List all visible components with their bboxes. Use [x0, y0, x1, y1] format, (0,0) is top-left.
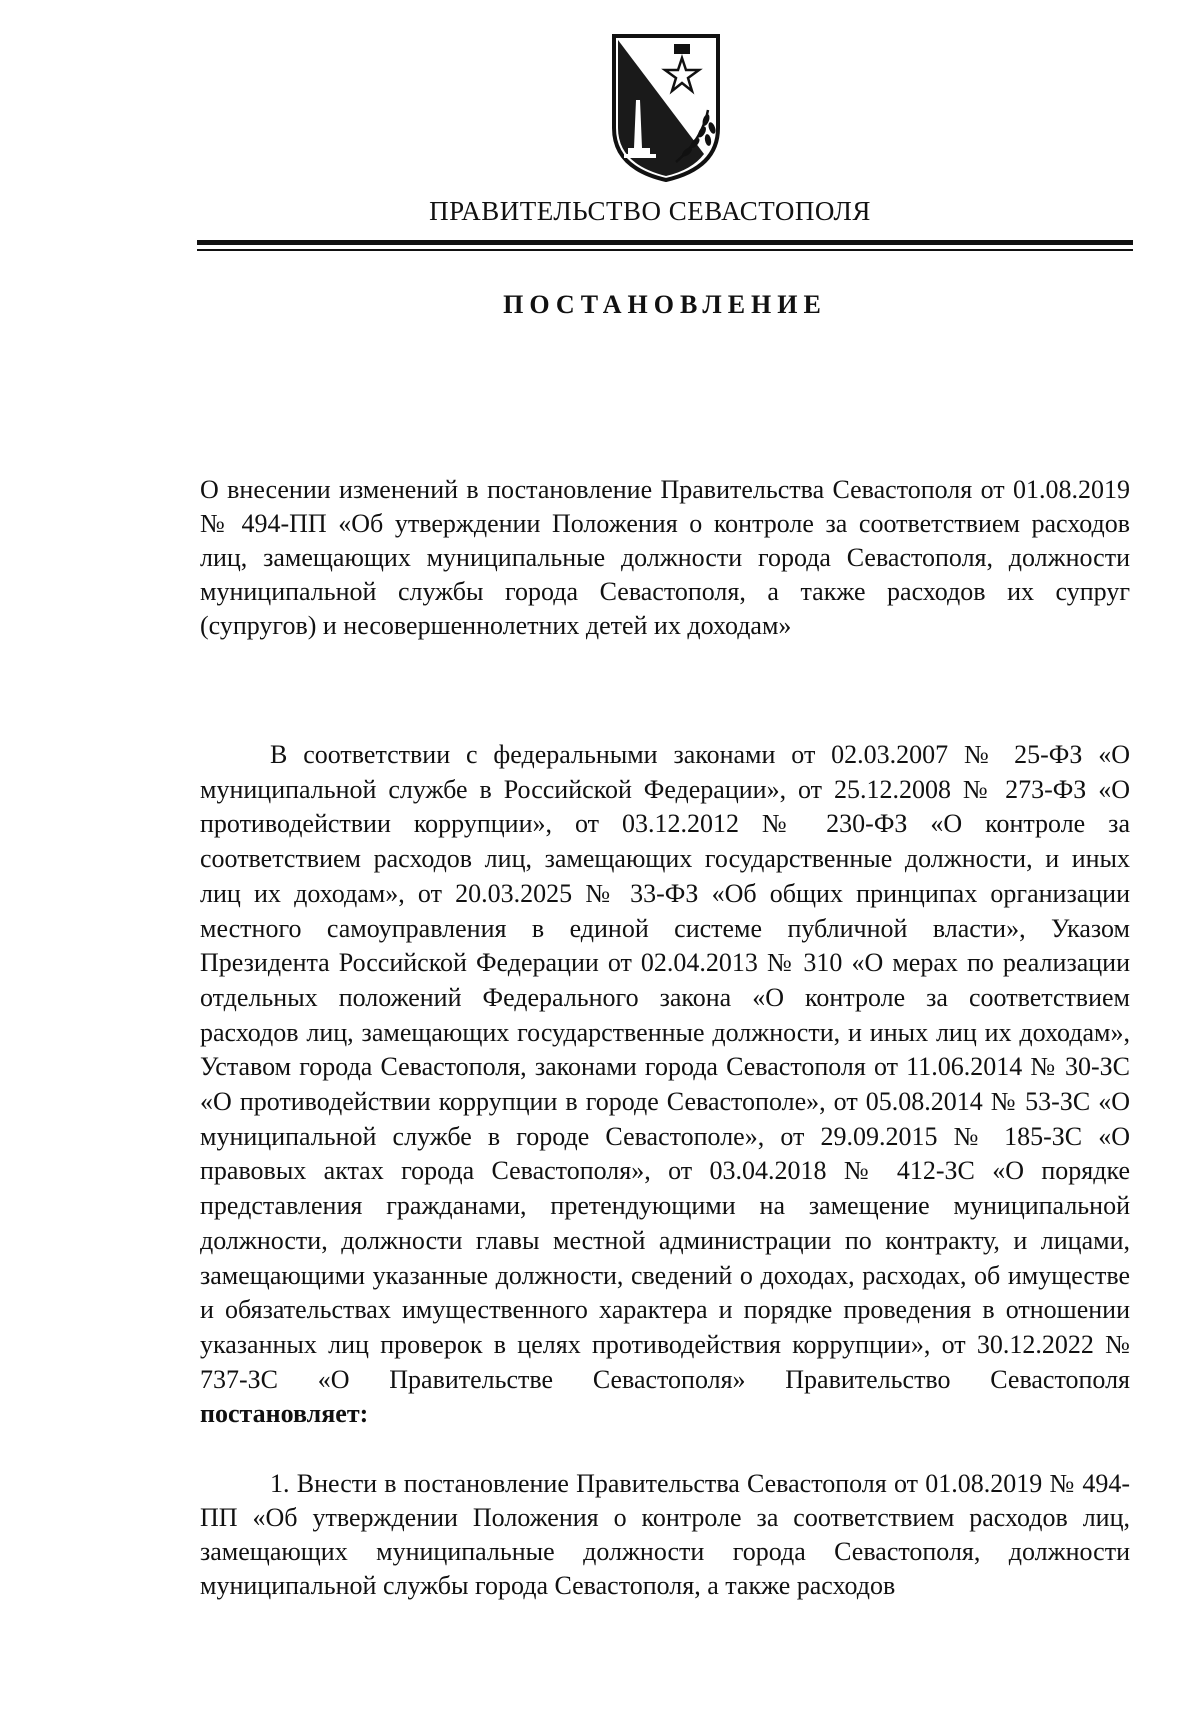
- header-rule-thick: [197, 240, 1133, 245]
- organization-title: ПРАВИТЕЛЬСТВО СЕВАСТОПОЛЯ: [429, 196, 871, 226]
- sevastopol-coat-of-arms-icon: [606, 30, 726, 184]
- document-type-heading: ПОСТАНОВЛЕНИЕ: [503, 290, 827, 319]
- document-subject: О внесении изменений в постановление Правительства Севастополя от 01.08.2019 № 494-ПП «Об утверждении Положения о контроле за соответствием расходов лиц, замещающих муниципальные должности города Севастополя, должности муниципальной службы города Севастополя, а также расходов их супруг (супругов) и несовершеннолетних детей их доходам»: [200, 475, 1130, 640]
- clause-1-paragraph: 1. Внести в постановление Правительства Севастополя от 01.08.2019 № 494-ПП «Об утверждении Положения о контроле за соответствием расходов лиц, замещающих муниципальные должности города Севастополя, должности муниципальной службы города Севастополя, а также расходов: [200, 1469, 1130, 1600]
- preamble-paragraph: [200, 738, 1130, 1432]
- resolves-word: постановляет:: [200, 1399, 369, 1429]
- header-rule-thin: [197, 249, 1133, 251]
- preamble-text: В соответствии с федеральными законами от 02.03.2007 № 25-ФЗ «О муниципальной службе в Российской Федерации», от 25.12.2008 № 273-ФЗ «О противодействии коррупции», от 03.12.2012 № 230-ФЗ «О контроле за соответствием расходов лиц, замещающих государственные должности, и иных лиц их доходам», от 20.03.2025 № 33-ФЗ «Об общих принципах организации местного самоуправления в единой системе публичной власти», Указом Президента Российской Федерации от 02.04.2013 № 310 «О мерах по реализации отдельных положений Федерального закона «О контроле за соответствием расходов лиц, замещающих государственные должности, и иных лиц их доходам», Уставом города Севастополя, законами города Севастополя от 11.06.2014 № 30-ЗС «О противодействии коррупции в городе Севастополе», от 05.08.2014 № 53-ЗС «О муниципальной службе в городе Севастополе», от 29.09.2015 № 185-ЗС «О правовых актах города Севастополя», от 03.04.2018 № 412-ЗС «О порядке представления гражданами, претендующими на замещение муниципальной должности, должности главы местной администрации по контракту, и лицами, замещающими указанные должности, сведений о доходах, расходах, об имуществе и обязательствах имущественного характера и порядке проведения в отношении указанных лиц проверок в целях противодействия коррупции», от 30.12.2022 № 737-ЗС «О Правительстве Севастополя» Правительство Севастополя: [200, 740, 1130, 1394]
